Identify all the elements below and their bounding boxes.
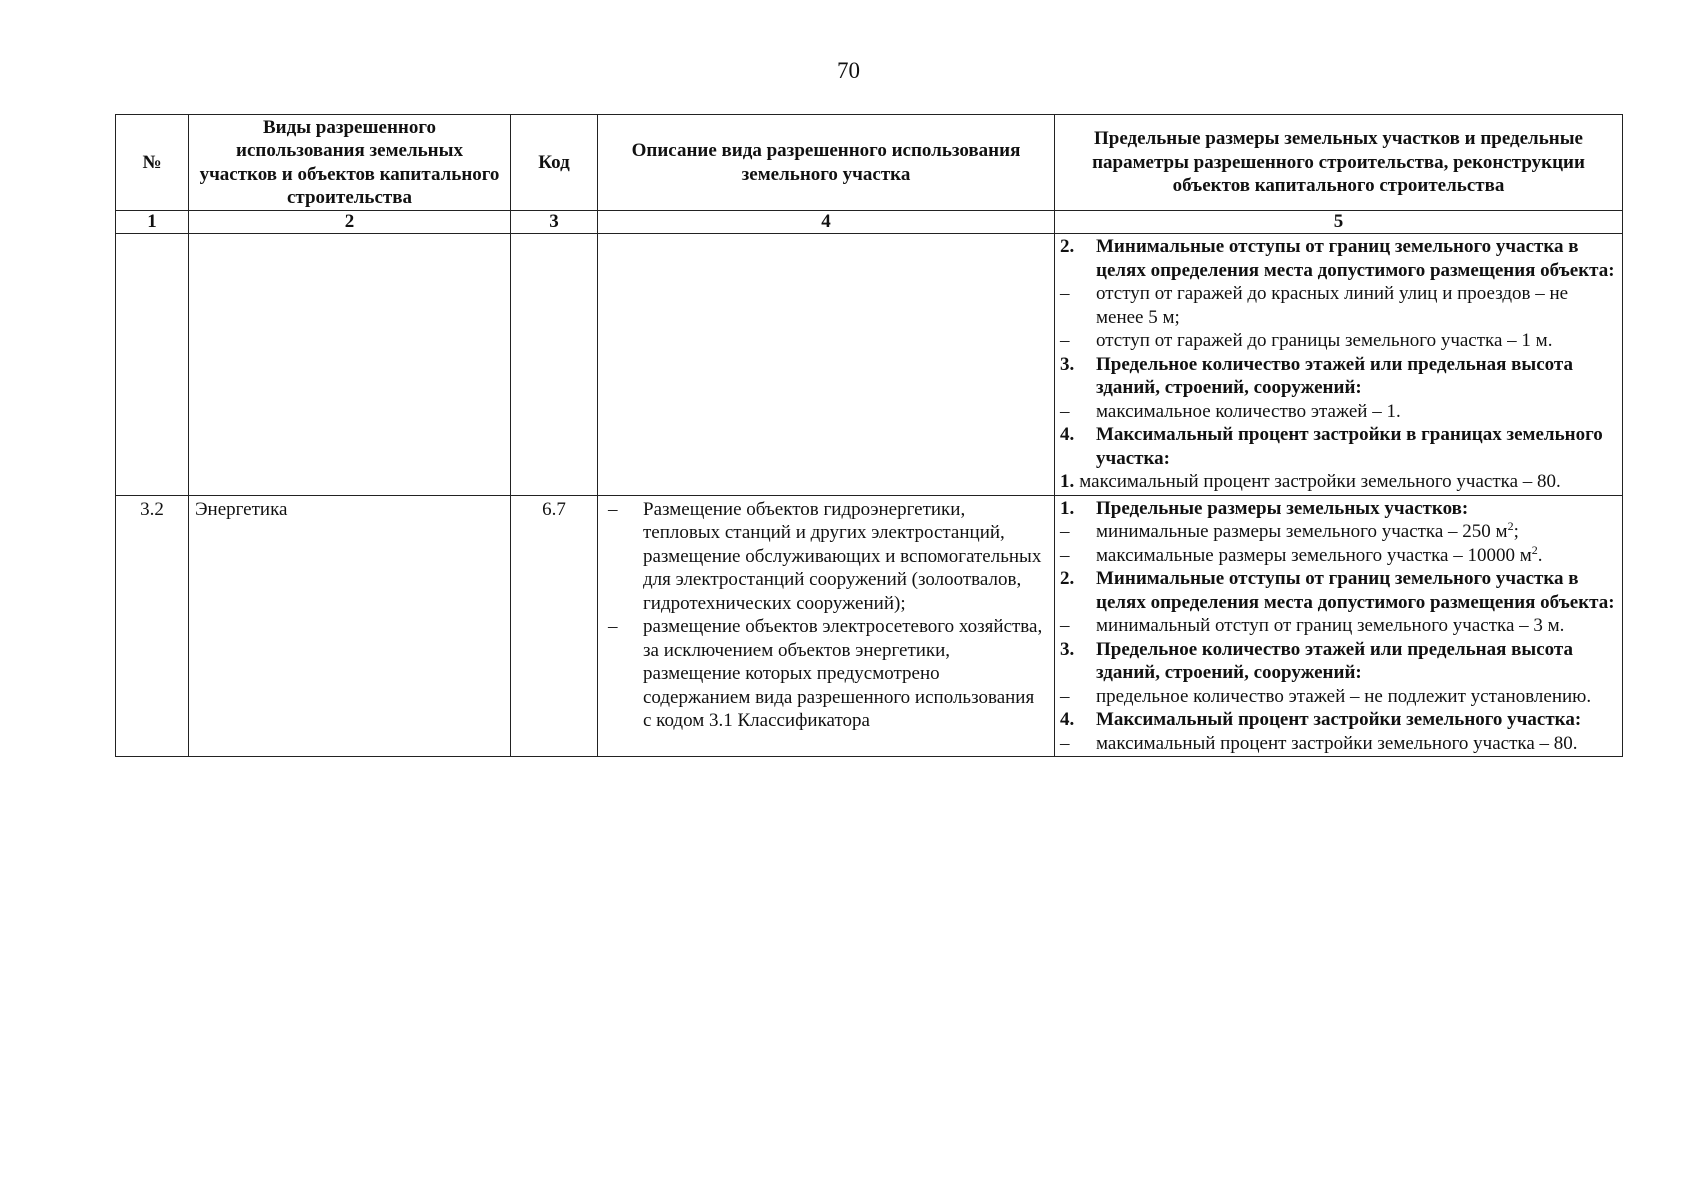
description-cell (598, 495, 1055, 757)
table-header-row (116, 115, 1623, 211)
column-number: 5 (1055, 211, 1623, 234)
land-use-regulations-table (115, 114, 1623, 757)
param-heading: 2. Минимальные отступы от границ земельного участка в целях определения места допустимого размещения объекта: (1060, 568, 1615, 613)
column-number: 3 (511, 211, 598, 234)
param-item: – максимальное количество этажей – 1. (1060, 400, 1401, 422)
param-item: – минимальный отступ от границ земельного участка – 3 м. (1060, 615, 1565, 636)
column-number-row (116, 211, 1623, 234)
param-heading: 2. Минимальные отступы от границ земельного участка в целях определения места допустимого размещения объекта: (1060, 236, 1615, 281)
page-number: 70 (837, 58, 860, 83)
land-use-name-cell (189, 234, 511, 496)
param-item: – отступ от гаражей до границы земельного участка – 1 м. (1060, 330, 1553, 351)
header-code: Код (511, 115, 598, 211)
param-heading: 1. Предельные размеры земельных участков: (1060, 497, 1469, 519)
row-number-cell: 3.2 (116, 495, 189, 757)
parameters-cell (1055, 495, 1623, 757)
superscript-squared: 2 (1531, 542, 1538, 557)
param-item: – максимальный процент застройки земельного участка – 80. (1060, 732, 1578, 754)
row-number-cell (116, 234, 189, 496)
table-row (116, 234, 1623, 496)
param-item: – максимальные размеры земельного участка – 10000 $м^2$. (1060, 542, 1543, 566)
superscript-squared: 2 (1507, 519, 1514, 533)
code-cell: 6.7 (511, 495, 598, 757)
param-heading: 3. Предельное количество этажей или предельная высота зданий, строений, сооружений: (1060, 638, 1573, 683)
column-number: 2 (189, 211, 511, 234)
param-heading: 4. Максимальный процент застройки земельного участка: (1060, 709, 1582, 730)
description-item: – размещение объектов электросетевого хозяйства, за исключением объектов энергетики, размещение которых предусмотрено содержанием вида разрешенного использования с кодом 3.1 Классификатора (608, 616, 1043, 731)
table-row (116, 495, 1623, 757)
param-item: – минимальные размеры земельного участка – 250 $м^2$; (1060, 519, 1519, 542)
description-cell (598, 234, 1055, 496)
header-number: № (116, 115, 189, 211)
header-limit-parameters: Предельные размеры земельных участков и предельные параметры разрешенного строительства, реконструкции объектов капитального строительства (1055, 115, 1623, 211)
header-description: Описание вида разрешенного использования земельного участка (598, 115, 1055, 211)
param-item: – предельное количество этажей – не подлежит установлению. (1060, 685, 1592, 707)
column-number: 4 (598, 211, 1055, 234)
description-item: – Размещение объектов гидроэнергетики, тепловых станций и других электростанций, размещение обслуживающих и вспомогательных для электростанций сооружений (золоотвалов, гидротехнических сооружений); (608, 498, 1042, 614)
header-land-use-types: Виды разрешенного использования земельных участков и объектов капитального строительства (189, 115, 511, 211)
param-item: – отступ от гаражей до красных линий улиц и проездов – не менее 5 м; (1060, 283, 1569, 328)
code-cell (511, 234, 598, 496)
parameters-cell (1055, 234, 1623, 496)
column-number: 1 (116, 211, 189, 234)
land-use-name-cell: Энергетика (189, 495, 511, 757)
param-heading: 4. Максимальный процент застройки в границах земельного участка: (1060, 424, 1603, 469)
param-item: 1. максимальный процент застройки земельного участка – 80. (1060, 471, 1561, 492)
param-heading: 3. Предельное количество этажей или предельная высота зданий, строений, сооружений: (1060, 353, 1573, 398)
